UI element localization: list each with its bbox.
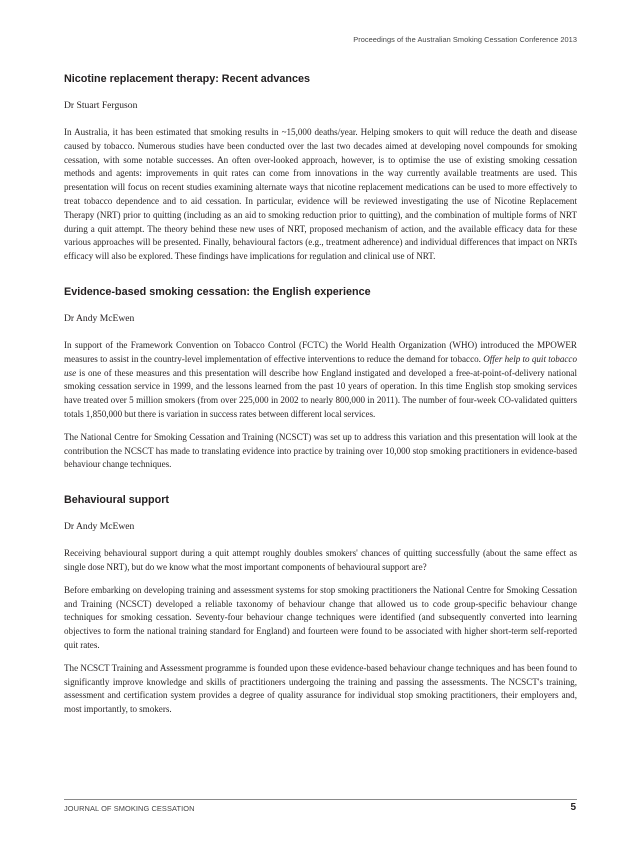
author-name: Dr Stuart Ferguson: [64, 100, 138, 111]
author-name: Dr Andy McEwen: [64, 312, 135, 324]
section-nrt: [64, 72, 577, 264]
abstract-paragraph: The NCSCT Training and Assessment programme is founded upon these evidence-based behaviour change techniques and has been found to significantly improve knowledge and skills of practitioners undergoing the training and passing the assessments. The NCSCT's training, assessment and certification system provides a degree of quality assurance for individual stop smoking practitioners, their employers and, most importantly, to smokers.: [64, 662, 577, 715]
italic-measure: Offer help to quit tobacco use: [64, 353, 577, 378]
section-title: Nicotine replacement therapy: Recent advances: [64, 73, 311, 85]
abstract-paragraph: The National Centre for Smoking Cessation and Training (NCSCT) was set up to address this variation and this presentation will look at the contribution the NCSCT has made to translating evidence into practice by training over 10,000 stop smoking practitioners in evidence-based behaviour change techniques.: [64, 431, 577, 470]
journal-name: JOURNAL OF SMOKING CESSATION: [64, 804, 195, 813]
section-behavioural-support: [64, 493, 577, 717]
paragraph-text: In support of the Framework Convention on Tobacco Control (FCTC) the World Health Organization (WHO) introduced the MPOWER measures to assist in the country-level implementation of effective interventions to reduce the demand for tobacco.: [64, 339, 577, 364]
author-name: Dr Andy McEwen: [64, 521, 135, 533]
section-title: Behavioural support: [64, 494, 169, 507]
abstract-paragraph: Receiving behavioural support during a quit attempt roughly doubles smokers' chances of quitting successfully (about the same effect as single dose NRT), but do we know what the most important components of behavioural support are?: [64, 548, 577, 572]
abstract-paragraph: [64, 339, 577, 422]
section-english-experience: [64, 285, 577, 472]
footer-divider: [64, 799, 577, 800]
abstract-paragraph: In Australia, it has been estimated that smoking results in ~15,000 deaths/year. Helping smokers to quit will reduce the death and disease caused by tobacco. Numerous studies have been conducted over the last two decades aimed at developing novel compounds for smoking cessation, with some notable successes. An often over-looked approach, however, is to optimise the use of existing smoking cessation methods and agents: improvements in quit rates can come from innovations in the way currently available treatments are used. This presentation will focus on recent studies examining alternate ways that nicotine replacement medications can be used to more effectively to treat tobacco dependence and to aid cessation. In particular, evidence will be reviewed investigating the use of Nicotine Replacement Therapy (NRT) prior to quitting (including as an aid to smoking reduction prior to quitting), and the combination of multiple forms of NRT during a quit attempt. The theory behind these new uses of NRT, proposed mechanism of action, and the available efficacy data for these various approaches will be presented. Finally, behavioural factors (e.g., treatment adherence) and individual differences that impact on NRTs efficacy will also be explored. These findings have implications for regulation and clinical use of NRT.: [64, 127, 577, 262]
abstract-paragraph: Before embarking on developing training and assessment systems for stop smoking practitioners the National Centre for Smoking Cessation and Training (NCSCT) developed a reliable taxonomy of behaviour change that allowed us to code group-specific behaviour change techniques for smoking cessation. Seventy-four behaviour change techniques were identified (and subsequently converted into learning objectives to form the national training standard for England) and fourteen were found to be associated with higher short-term self-reported quit rates.: [64, 584, 577, 650]
paragraph-text: is one of these measures and this presentation will describe how England instigated and developed a free-at-point-of-delivery national smoking cessation service in 1999, and the lessons learned from the past 10 years of operation. In this time English stop smoking services have treated over 5 million smokers (from over 225,000 in 2002 to nearly 800,000 in 2011). The number of four-week CO-validated quitters totals 1,850,000 but there is variation in success rates between different local services.: [64, 367, 577, 419]
running-header: Proceedings of the Australian Smoking Cessation Conference 2013: [353, 35, 577, 44]
section-title: Evidence-based smoking cessation: the English experience: [64, 285, 371, 298]
page-number: 5: [570, 802, 576, 813]
article-body: [64, 72, 577, 726]
